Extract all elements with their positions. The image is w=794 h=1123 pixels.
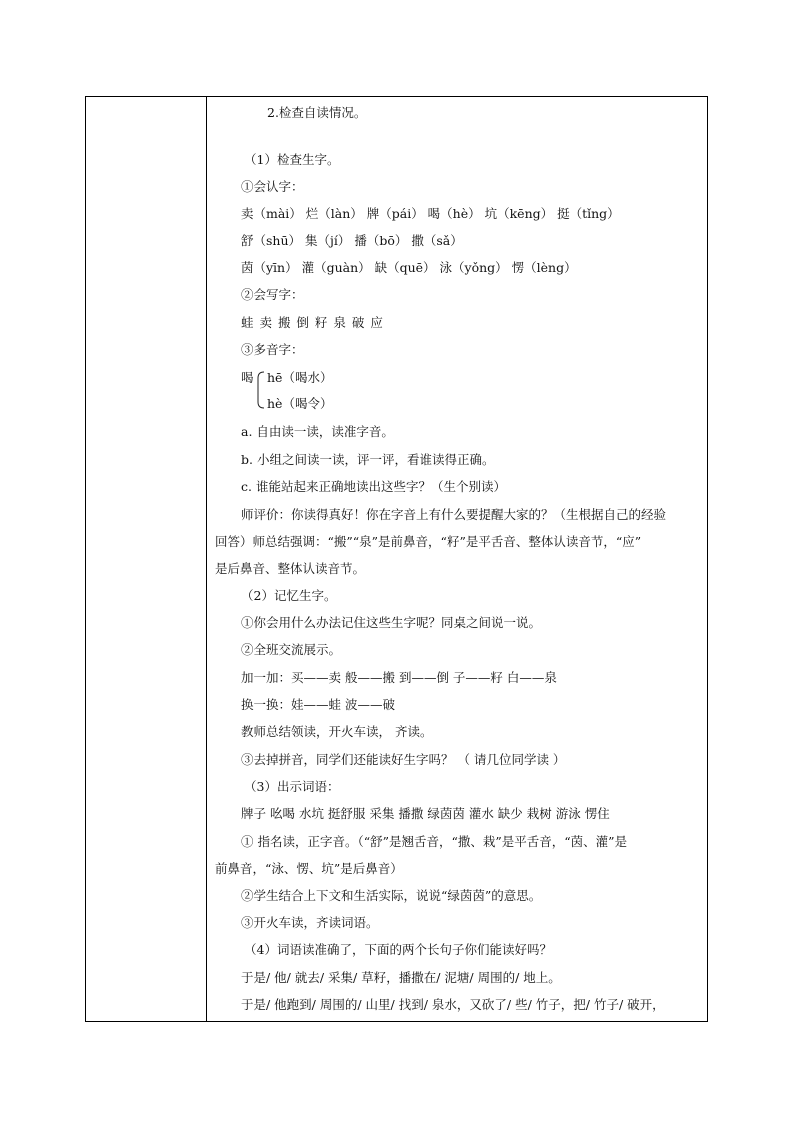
subheading-polyphonic: ③多音字： (241, 342, 304, 357)
teacher-lead-reading: 教师总结领读，开火车读， 齐读。 (241, 724, 433, 739)
step-c: c. 谁能站起来正确地读出这些字？（生个别读） (241, 479, 506, 494)
subheading-write: ②会写字： (241, 287, 304, 302)
memorize-step-3: ③去掉拼音，同学们还能读好生字吗？ （ 请几位同学读 ） (241, 752, 566, 767)
polyphonic-character: 喝 (241, 370, 254, 385)
brace-icon (255, 370, 265, 410)
teacher-comment-line-2: 回答）师总结强调：“搬”“泉”是前鼻音，“籽”是平舌音、整体认读音节，“应” (215, 534, 642, 549)
teacher-comment-line-3: 是后鼻音、整体认读音节。 (215, 561, 366, 576)
word-list: 牌子 吆喝 水坑 挺舒服 采集 播撒 绿茵茵 灌水 缺少 栽树 游泳 愣住 (241, 806, 610, 821)
word-step-3: ③开火车读，齐读词语。 (241, 915, 379, 930)
word-step-2: ②学生结合上下文和生活实际，说说“绿茵茵”的意思。 (241, 888, 542, 903)
polyphonic-reading-2: hè（喝令） (267, 396, 333, 411)
word-step-1-line-2: 前鼻音，“泳、愣、坑”是后鼻音） (215, 861, 403, 876)
polyphonic-reading-1: hē（喝水） (267, 370, 333, 385)
replace-method: 换一换：娃——蛙 波——破 (241, 697, 395, 712)
section-memorize: （2）记忆生字。 (241, 588, 337, 603)
long-sentence-1: 于是/ 他/ 就去/ 采集/ 草籽，播撒在/ 泥塘/ 周围的/ 地上。 (241, 970, 561, 985)
memorize-step-2: ②全班交流展示。 (241, 642, 342, 657)
lesson-table (85, 96, 708, 1022)
left-column-cell (86, 97, 207, 1021)
pinyin-row-1: 卖（mài） 烂（làn） 牌（pái） 喝（hè） 坑（kēng） 挺（tǐng） (241, 206, 620, 221)
pinyin-row-2: 舒（shū） 集（jí） 播（bō） 撒（sǎ） (241, 233, 463, 248)
step-a: a. 自由读一读，读准字音。 (241, 424, 394, 439)
step-heading: 2.检查自读情况。 (267, 105, 367, 120)
long-sentence-2: 于是/ 他跑到/ 周围的/ 山里/ 找到/ 泉水，又砍了/ 些/ 竹子，把/ 竹子/ 破开， (241, 997, 665, 1012)
subheading-recognize: ①会认字： (241, 179, 304, 194)
teacher-comment-line-1: 师评价：你读得真好！你在字音上有什么要提醒大家的？（生根据自己的经验 (241, 507, 667, 522)
write-characters: 蛙 卖 搬 倒 籽 泉 破 应 (241, 315, 384, 330)
step-b: b. 小组之间读一读，评一评，看谁读得正确。 (241, 452, 495, 467)
add-method: 加一加：买——卖 般——搬 到——倒 子——籽 白——泉 (241, 670, 557, 685)
section-show-words: （3）出示词语： (244, 779, 340, 794)
memorize-step-1: ①你会用什么办法记住这些生字呢？同桌之间说一说。 (241, 615, 542, 630)
word-step-1-line-1: ① 指名读，正字音。（“舒”是翘舌音，“撒、栽”是平舌音，“茵、灌”是 (241, 834, 628, 849)
right-column-cell (207, 97, 707, 1021)
section-check-characters: （1）检查生字。 (244, 152, 340, 167)
section-long-sentences: （4）词语读准确了，下面的两个长句子你们能读好吗？ (244, 942, 552, 957)
pinyin-row-3: 茵（yīn） 灌（guàn） 缺（quē） 泳（yǒng） 愣（lèng） (241, 260, 577, 275)
